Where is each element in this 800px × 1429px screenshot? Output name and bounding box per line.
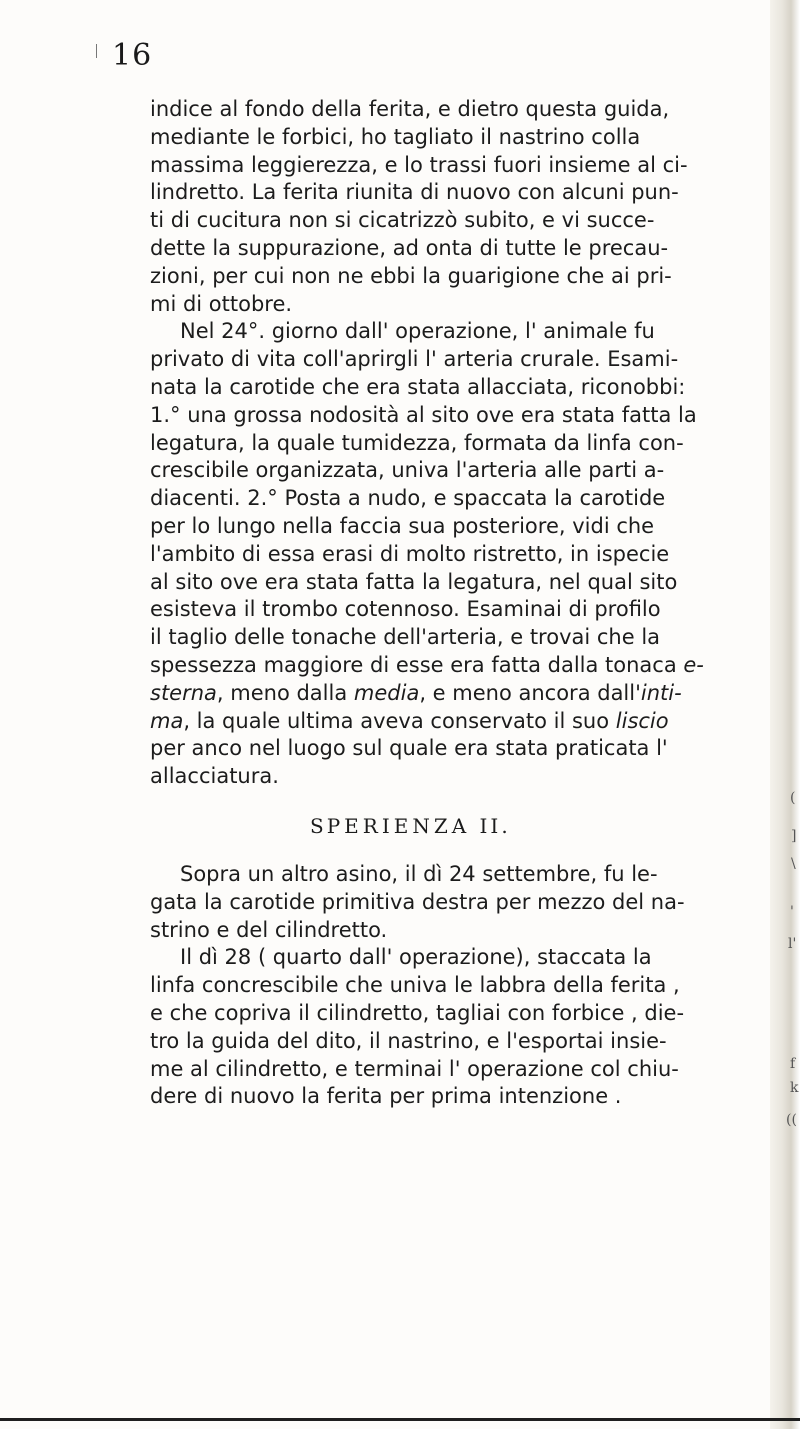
italic-word: sterna (150, 680, 217, 705)
text-line: nata la carotide che era stata allacciata, riconobbi: (150, 374, 686, 399)
text-line: massima leggierezza, e lo trassi fuori insieme al ci- (150, 152, 688, 177)
text-span: , meno dalla (216, 680, 354, 705)
text-line: Il dì 28 ( quarto dall' operazione), staccata la (180, 945, 652, 970)
edge-mark: l' (788, 936, 797, 952)
text-line: tro la guida del dito, il nastrino, e l'esportai insie- (150, 1028, 667, 1053)
italic-word: ma (150, 708, 184, 733)
section-heading (150, 811, 775, 841)
text-line: Nel 24°. giorno dall' operazione, l' animale fu (180, 319, 655, 344)
italic-word: inti- (640, 680, 682, 705)
edge-mark: ' (790, 904, 794, 920)
text-line: dere di nuovo la ferita per prima intenzione . (150, 1084, 622, 1109)
italic-word: liscio (615, 708, 669, 733)
edge-mark: \ (791, 856, 796, 872)
text-line: mediante le forbici, ho tagliato il nastrino colla (150, 124, 641, 149)
text-span: , e meno ancora dall' (419, 680, 641, 705)
body-text (150, 96, 775, 1111)
edge-mark: ] (791, 828, 797, 844)
text-line: linfa concrescibile che univa le labbra della ferita , (150, 973, 680, 998)
edge-mark: (( (786, 1112, 797, 1128)
italic-word: media (353, 680, 420, 705)
edge-mark: k (790, 1080, 799, 1096)
text-line: per anco nel luogo sul quale era stata praticata l' (150, 736, 668, 761)
paragraph (150, 861, 775, 944)
text-line: mi di ottobre. (150, 291, 293, 316)
text-line: zioni, per cui non ne ebbi la guarigione che ai pri- (150, 263, 672, 288)
italic-word: e- (683, 652, 704, 677)
text-line: ti di cucitura non si cicatrizzò subito, e vi succe- (150, 208, 655, 233)
text-line: al sito ove era stata fatta la legatura, nel qual sito (150, 569, 678, 594)
text-line: Sopra un altro asino, il dì 24 settembre, fu le- (180, 861, 658, 886)
edge-mark: f (790, 1056, 796, 1072)
text-line: 1.° una grossa nodosità al sito ove era stata fatta la (150, 402, 697, 427)
paragraph (150, 96, 775, 318)
text-line (150, 652, 775, 680)
heading-smallcaps: PERIENZA (326, 813, 471, 838)
text-line: legatura, la quale tumidezza, formata da linfa con- (150, 430, 684, 455)
page-number: 16 (112, 38, 153, 73)
text-span: spessezza maggiore di esse era fatta dalla tonaca (150, 652, 684, 677)
text-line: dette la suppurazione, ad onta di tutte le precau- (150, 235, 669, 260)
heading-initial: S (310, 813, 327, 838)
paragraph (150, 944, 775, 1111)
margin-tick (96, 44, 97, 58)
text-line: allacciatura. (150, 764, 279, 789)
text-line: l'ambito di essa erasi di molto ristretto, in ispecie (150, 541, 670, 566)
text-line: diacenti. 2.° Posta a nudo, e spaccata la carotide (150, 486, 666, 511)
heading-numeral: II. (479, 813, 511, 838)
text-line: gata la carotide primitiva destra per mezzo del na- (150, 889, 685, 914)
edge-mark: ( (790, 790, 796, 806)
spacer (150, 791, 775, 811)
text-line (150, 680, 775, 708)
text-line: indice al fondo della ferita, e dietro questa guida, (150, 97, 670, 121)
paragraph (150, 318, 775, 791)
text-span: , la quale ultima aveva conservato il suo (183, 708, 616, 733)
text-line: strino e del cilindretto. (150, 917, 388, 942)
text-line: esisteva il trombo cotennoso. Esaminai di profilo (150, 597, 661, 622)
text-line: me al cilindretto, e terminai l' operazione col chiu- (150, 1056, 679, 1081)
text-line: crescibile organizzata, univa l'arteria alle parti a- (150, 458, 665, 483)
text-line: privato di vita coll'aprirgli l' arteria crurale. Esami- (150, 347, 679, 372)
spacer (150, 841, 775, 861)
text-line: per lo lungo nella faccia sua posteriore, vidi che (150, 513, 655, 538)
bottom-edge-line (0, 1418, 800, 1421)
text-line: lindretto. La ferita riunita di nuovo con alcuni pun- (150, 180, 679, 205)
text-line (150, 708, 775, 736)
text-line: e che copriva il cilindretto, tagliai con forbice , die- (150, 1000, 685, 1025)
text-line: il taglio delle tonache dell'arteria, e trovai che la (150, 625, 661, 650)
